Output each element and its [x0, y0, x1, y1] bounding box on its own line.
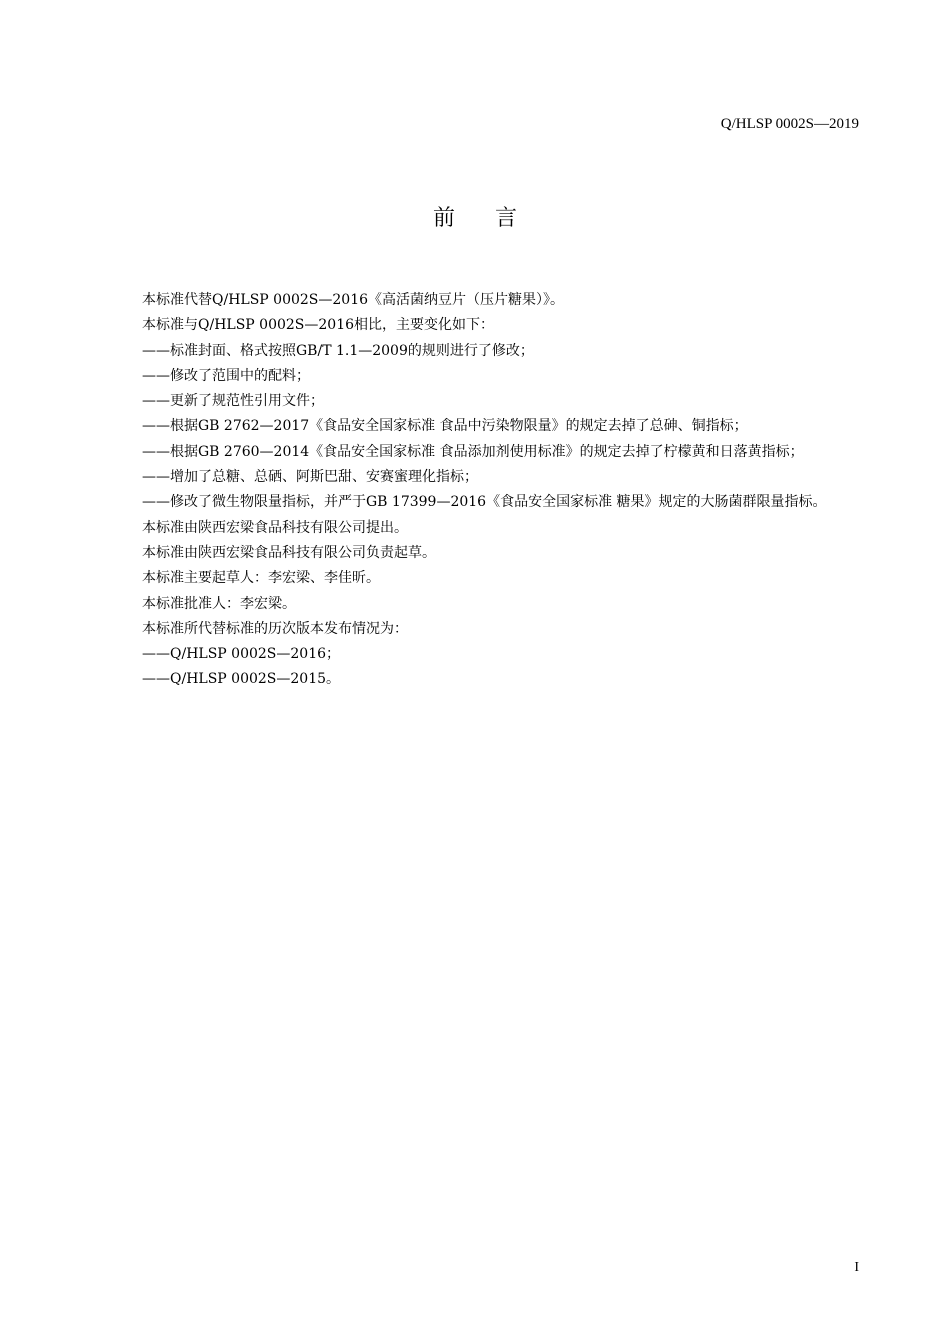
change-item: ——修改了微生物限量指标，并严于GB 17399—2016《食品安全国家标准 糖果》规定的大肠菌群限量指标。	[142, 494, 827, 511]
preface-paragraph: 本标准由陕西宏梁食品科技有限公司负责起草。	[142, 544, 436, 561]
version-item: ——Q/HLSP 0002S—2016；	[142, 646, 341, 663]
preface-paragraph: 本标准代替Q/HLSP 0002S—2016《高活菌纳豆片（压片糖果）》。	[142, 292, 565, 308]
version-item: ——Q/HLSP 0002S—2015。	[142, 671, 341, 688]
preface-paragraph: 本标准所代替标准的历次版本发布情况为：	[142, 620, 408, 637]
change-item: ——根据GB 2760—2014《食品安全国家标准 食品添加剂使用标准》的规定去掉了柠檬黄和日落黄指标；	[142, 443, 804, 460]
page-title: 前言	[432, 206, 557, 231]
page-number: I	[854, 1260, 859, 1275]
preface-paragraph: 本标准主要起草人：李宏梁、李佳昕。	[142, 570, 380, 587]
standard-code: Q/HLSP 0002S—2019	[720, 116, 859, 132]
preface-paragraph: 本标准与Q/HLSP 0002S—2016相比，主要变化如下：	[142, 317, 495, 334]
preface-body	[114, 288, 860, 693]
preface-paragraph: 本标准由陕西宏梁食品科技有限公司提出。	[142, 519, 408, 536]
change-item: ——增加了总糖、总硒、阿斯巴甜、安赛蜜理化指标；	[142, 469, 478, 486]
preface-paragraph: 本标准批准人：李宏梁。	[142, 595, 296, 612]
change-item: ——标准封面、格式按照GB/T 1.1—2009的规则进行了修改；	[142, 342, 534, 359]
change-item: ——根据GB 2762—2017《食品安全国家标准 食品中污染物限量》的规定去掉了总砷、铜指标；	[142, 418, 748, 435]
change-item: ——修改了范围中的配料；	[142, 367, 310, 384]
change-item: ——更新了规范性引用文件；	[142, 393, 324, 410]
